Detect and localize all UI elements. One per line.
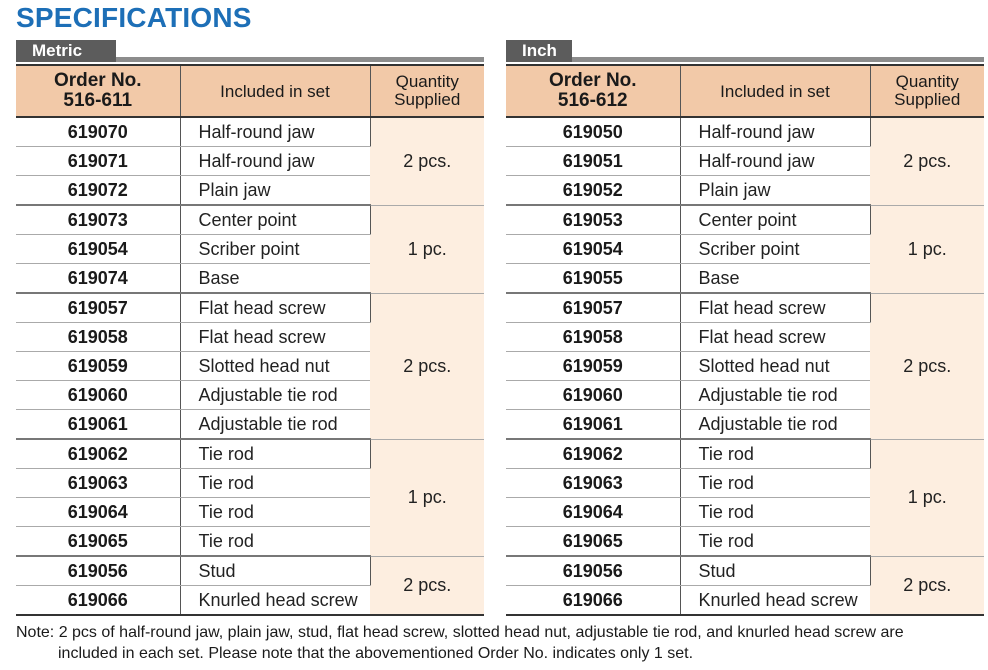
included-item-cell: Half-round jaw [680, 147, 870, 176]
order-number-cell: 619057 [16, 293, 180, 323]
qty-label-line1: Quantity [395, 72, 459, 91]
included-item-cell: Adjustable tie rod [680, 381, 870, 410]
order-number-cell: 619060 [16, 381, 180, 410]
order-number-cell: 619064 [16, 498, 180, 527]
footnote-line1: Note: 2 pcs of half-round jaw, plain jaw, stud, flat head screw, slotted head nut, adjustable tie rod, and knurled head screw are [16, 624, 904, 641]
metric-panel [16, 40, 484, 616]
included-item-cell: Tie rod [680, 469, 870, 498]
included-item-cell: Scriber point [680, 235, 870, 264]
table-row [506, 556, 984, 586]
inch-included-header: Included in set [680, 65, 870, 117]
order-number-cell: 619050 [506, 117, 680, 147]
order-number-cell: 619074 [16, 264, 180, 294]
inch-header-row [506, 65, 984, 117]
order-number-cell: 619061 [16, 410, 180, 440]
included-item-cell: Half-round jaw [680, 117, 870, 147]
order-number-cell: 619061 [506, 410, 680, 440]
included-item-cell: Base [680, 264, 870, 294]
included-item-cell: Slotted head nut [180, 352, 370, 381]
included-item-cell: Tie rod [180, 498, 370, 527]
metric-table-body [16, 117, 484, 615]
included-item-cell: Slotted head nut [680, 352, 870, 381]
order-number-cell: 619065 [506, 527, 680, 557]
included-item-cell: Plain jaw [180, 176, 370, 206]
order-number-cell: 619065 [16, 527, 180, 557]
table-row [506, 205, 984, 235]
quantity-cell: 1 pc. [870, 439, 984, 556]
order-number-cell: 619058 [16, 323, 180, 352]
included-item-cell: Knurled head screw [180, 586, 370, 616]
metric-spec-table [16, 64, 484, 616]
included-item-cell: Flat head screw [680, 293, 870, 323]
order-number-cell: 619071 [16, 147, 180, 176]
quantity-cell: 2 pcs. [370, 117, 484, 205]
metric-qty-header [370, 65, 484, 117]
order-number-cell: 619056 [16, 556, 180, 586]
order-number-cell: 619070 [16, 117, 180, 147]
included-item-cell: Scriber point [180, 235, 370, 264]
order-number-cell: 619062 [506, 439, 680, 469]
quantity-cell: 1 pc. [370, 205, 484, 293]
order-number-cell: 619062 [16, 439, 180, 469]
included-item-cell: Flat head screw [180, 293, 370, 323]
qty-label-line1: Quantity [895, 72, 959, 91]
inch-qty-header [870, 65, 984, 117]
table-row [16, 293, 484, 323]
order-no-label: Order No. [53, 70, 142, 91]
included-item-cell: Adjustable tie rod [680, 410, 870, 440]
included-item-cell: Tie rod [680, 527, 870, 557]
order-number-cell: 619058 [506, 323, 680, 352]
inch-tab-underline [506, 57, 984, 62]
order-number-cell: 619064 [506, 498, 680, 527]
metric-included-header: Included in set [180, 65, 370, 117]
inch-set-no: 516-612 [557, 90, 628, 111]
quantity-cell: 2 pcs. [870, 293, 984, 439]
included-item-cell: Half-round jaw [180, 147, 370, 176]
included-item-cell: Tie rod [180, 469, 370, 498]
quantity-cell: 2 pcs. [370, 556, 484, 615]
table-row [16, 205, 484, 235]
included-item-cell: Flat head screw [680, 323, 870, 352]
included-item-cell: Plain jaw [680, 176, 870, 206]
order-number-cell: 619052 [506, 176, 680, 206]
included-item-cell: Adjustable tie rod [180, 410, 370, 440]
quantity-cell: 1 pc. [870, 205, 984, 293]
quantity-cell: 2 pcs. [870, 117, 984, 205]
order-number-cell: 619057 [506, 293, 680, 323]
included-item-cell: Tie rod [180, 527, 370, 557]
order-number-cell: 619054 [506, 235, 680, 264]
metric-header-row [16, 65, 484, 117]
footnote-line2: included in each set. Please note that the abovementioned Order No. indicates only 1 set. [58, 645, 694, 662]
order-number-cell: 619056 [506, 556, 680, 586]
order-number-cell: 619055 [506, 264, 680, 294]
qty-label-line2: Supplied [894, 90, 961, 109]
inch-table-body [506, 117, 984, 615]
included-item-cell: Tie rod [180, 439, 370, 469]
order-number-cell: 619059 [16, 352, 180, 381]
included-item-cell: Half-round jaw [180, 117, 370, 147]
order-number-cell: 619066 [16, 586, 180, 616]
metric-tab: Metric [16, 40, 116, 62]
order-number-cell: 619066 [506, 586, 680, 616]
metric-set-no: 516-611 [63, 90, 133, 111]
order-number-cell: 619051 [506, 147, 680, 176]
inch-spec-table [506, 64, 984, 616]
order-number-cell: 619073 [16, 205, 180, 235]
included-item-cell: Stud [180, 556, 370, 586]
included-item-cell: Base [180, 264, 370, 294]
order-no-label: Order No. [548, 70, 637, 91]
order-number-cell: 619063 [16, 469, 180, 498]
inch-panel [506, 40, 984, 616]
included-item-cell: Tie rod [680, 439, 870, 469]
order-number-cell: 619072 [16, 176, 180, 206]
page-title: SPECIFICATIONS [16, 2, 252, 33]
qty-label-line2: Supplied [394, 90, 461, 109]
quantity-cell: 1 pc. [370, 439, 484, 556]
included-item-cell: Adjustable tie rod [180, 381, 370, 410]
order-number-cell: 619060 [506, 381, 680, 410]
order-number-cell: 619054 [16, 235, 180, 264]
included-item-cell: Center point [680, 205, 870, 235]
included-item-cell: Knurled head screw [680, 586, 870, 616]
footnote [16, 622, 976, 664]
included-item-cell: Flat head screw [180, 323, 370, 352]
table-row [506, 117, 984, 147]
metric-order-header [16, 65, 180, 117]
inch-tab-bar [506, 40, 984, 62]
included-item-cell: Center point [180, 205, 370, 235]
table-row [506, 293, 984, 323]
table-row [16, 556, 484, 586]
table-row [506, 439, 984, 469]
order-number-cell: 619059 [506, 352, 680, 381]
table-row [16, 117, 484, 147]
order-number-cell: 619063 [506, 469, 680, 498]
quantity-cell: 2 pcs. [870, 556, 984, 615]
order-number-cell: 619053 [506, 205, 680, 235]
included-item-cell: Stud [680, 556, 870, 586]
table-row [16, 439, 484, 469]
metric-tab-bar [16, 40, 484, 62]
included-item-cell: Tie rod [680, 498, 870, 527]
inch-order-header [506, 65, 680, 117]
inch-tab: Inch [506, 40, 572, 62]
quantity-cell: 2 pcs. [370, 293, 484, 439]
